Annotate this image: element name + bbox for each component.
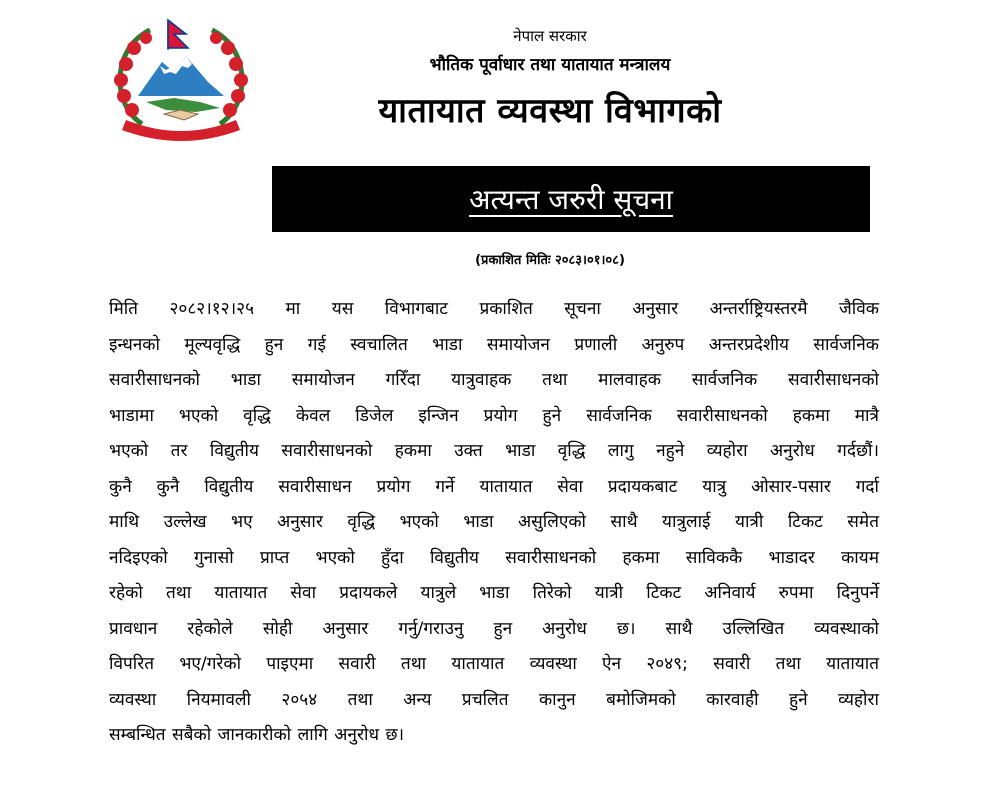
notice-title-banner [272, 166, 870, 232]
notice-body-line: मिति २०८२।१२।२५ मा यस विभागबाट प्रकाशित सूचना अनुसार अन्तर्राष्ट्रियस्तरमै जैविक [109, 299, 879, 319]
notice-body-line: कुनै कुनै विद्युतीय सवारीसाधन प्रयोग गर्ने यातायात सेवा प्रदायकबाट यात्रु ओसार-पसार गर्दा [109, 476, 879, 497]
notice-body-line: माथि उल्लेख भए अनुसार वृद्धि भएको भाडा असुलिएको साथै यात्रुलाई यात्री टिकट समेत [109, 512, 879, 532]
notice-body-line: नदिइएको गुनासो प्राप्त भएको हुँदा विद्युतीय सवारीसाधनको हकमा साविककै भाडादर कायम [109, 547, 879, 568]
notice-title: अत्यन्त जरुरी सूचना [469, 183, 673, 216]
notice-body-line: सवारीसाधनको भाडा समायोजन गरिँदा यात्रुवाहक तथा मालवाहक सार्वजनिक सवारीसाधनको [109, 370, 879, 390]
notice-body-line: रहेको तथा यातायात सेवा प्रदायकले यात्रुले भाडा तिरेको यात्री टिकट अनिवार्य रुपमा दिनुपर्ने [109, 583, 879, 603]
ministry-name: भौतिक पूर्वाधार तथा यातायात मन्त्रालय [429, 55, 671, 75]
notice-body-line: भाडामा भएको वृद्धि केवल डिजेल इन्जिन प्रयोग हुने सार्वजनिक सवारीसाधनको हकमा मात्रै [109, 405, 879, 426]
notice-body-line: प्रावधान रहेकोले सोही अनुसार गर्नु/गराउनु हुन अनुरोध छ। साथै उल्लिखित व्यवस्थाको [109, 618, 879, 639]
government-name: नेपाल सरकार [513, 27, 587, 45]
notice-body-line: भएको तर विद्युतीय सवारीसाधनको हकमा उक्त भाडा वृद्धि लागु नहुने व्यहोरा अनुरोध गर्दछौं। [109, 441, 879, 461]
published-date: (प्रकाशित मितिः २०८३।०१।०८) [475, 253, 625, 268]
notice-body-line: विपरित भए/गरेको पाइएमा सवारी तथा यातायात व्यवस्था ऐन २०४९; सवारी तथा यातायात [109, 654, 879, 674]
department-name: यातायात व्यवस्था विभागको [378, 91, 722, 131]
notice-body-line: व्यवस्था नियमावली २०५४ तथा अन्य प्रचलित कानुन बमोजिमको कारवाही हुने व्यहोरा [109, 689, 879, 710]
notice-body-line: इन्धनको मूल्यवृद्धि हुन गई स्वचालित भाडा समायोजन प्रणाली अनुरुप अन्तरप्रदेशीय सार्वजनिक [109, 334, 879, 355]
notice-body-line: सम्बन्धित सबैको जानकारीको लागि अनुरोध छ। [109, 725, 405, 745]
notice-body [109, 292, 879, 754]
